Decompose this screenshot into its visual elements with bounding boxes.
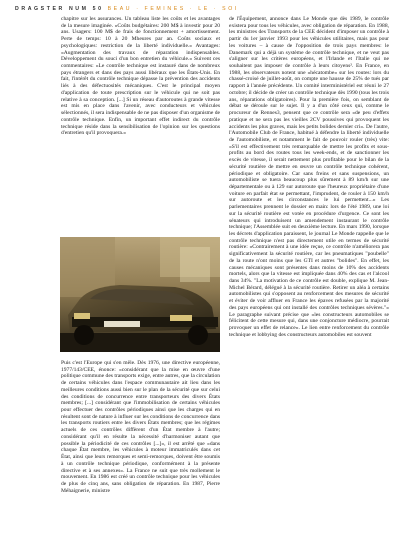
right-paragraph: de l'Équipement, annonce dans Le Monde que dès 1989, le contrôle existera pour tous les véhicules, avec obligation de réparation. En 1988, les ministres des Transports de la CEE décident d'imposer un contrôle à partir du 1er janvier 1993 pour les véhicules utilitaires, mais pas pour les voitures – à cause de l'opposition de trois pays membres: le Danemark qui a déjà un système de contrôle technique, et ne veut pas s'aligner sur les critères européens, et l'Irlande et l'Italie qui ne souhaitent pas imposer de contrôle à leurs citoyens². En France, en 1988, les observateurs notent une «hécatombe» sur les routes: lors du chassé-croisé de juillet-août, on compte une hausse de 25% de tués par rapport à l'année précédente. Un comité interministériel est réuni le 27 octobre; il décide de créer un contrôle technique dès 1990 (tous les trois ans, réparations obligatoires). Pour la première fois, on semblant de débat se déroule sur le sujet. Il y a d'un côté ceux qui, comme le procureur de Rennes3, pensent que ce contrôle sera «de peu d'effets pratique et ne sera pas les vieilles 2CV poussives qui provoquent les accidents les plus graves, mais les petits bolides dernier cri». De l'autre, l'Automobile Club de France, habitué à défendre la liberté individuelle de l'automobiliste, et notamment le fait de pouvoir rouler (très) vite: «S'il est effectivement très remarquable de mettre les profits et sous-profits au bord des routes tous les week-ends, et de sanctionner les excès de vitesse, il serait nettement plus profitable pour le bilan de la sécurité routière de mettre en œuvre un contrôle technique cohérent, périodique et obligatoire. Car sans freins et sans suspensions, un automobiliste se tuera beaucoup plus sûrement à 89 km/h sur une départementale ou à 129 sur autoroute que l'heureux propriétaire d'une voiture en parfait état se permettant, l'imprudent, de rouler à 150 km/h sur autoroute et les circonstances le lui permettent...» Les parlementaires prennent le dossier en main: lors de l'été 1989, une loi sur la sécurité routière est votée en procédure d'urgence. Ce sont les sénateurs qui introduisent un amendement instaurant le contrôle technique; l'Assemblée suit en deuxième lecture. En mars 1990, lorsque les décrets d'application paraissent, le journal Le Monde rappelle que le contrôle technique n'est pas directement utile en termes de sécurité routière: «Contrairement à une idée reçue, ce contrôle n'améliorera pas significativement la sécurité routière, car les pneumatiques "poubelle" de la route n'ont moins que les GTI et autres "bolides". En effet, les causes mécaniques sont présentes dans moins de 10% des accidents mortels, alors que la vitesse est impliquée dans 40% des cas et l'alcool dans 34%. "La motivation de ce contrôle est double, explique M. Jean-Michel Bérard, délégué à la sécurité routière. Retirer un aléa à certains automobilistes qui s'opposent au renforcement des mesures de sécurité et éviter de voir affluer en France les épaves refusées par la majorité des pays européens qui ont installé des contrôles techniques sévères."» Le paragraphe suivant précise que «les constructeurs automobiles se félicitent de cette mesure qui, dans une conjoncture médiocre, pourrait provoquer un effet de relance». Le lien entre renforcement du contrôle technique et lobbying des constructeurs automobiles est souvent [229,16,389,338]
left-column-top [61,16,220,137]
right-column [229,16,389,339]
section-label: BEAU · FEMINES · LE · SOI [107,6,239,12]
left-column-bottom [61,360,220,494]
car-photo [60,237,220,352]
left-bottom-paragraph: Puis c'est l'Europe qui s'en mêle. Dès 1976, une directive européenne, 1977/143/CEE, énonce: «considérant que la mise en œuvre d'une politique commune des transports exige, entre autres, que la circulation de certains véhicules dans l'espace communautaire ait lieu dans les meilleures conditions aussi bien sur le plan de la sécurité que sur celui des conditions de concurrence entre transporteurs des divers États membres; [...] considérant que l'immobilisation de certains véhicules pour effectuer des contrôles périodiques ainsi que les charges qui en résultent sont de nature à influer sur les conditions de concurrence dans les transports routiers entre les divers États membres; que les régimes actuels de ces contrôles diffèrent d'un État membre à l'autre; considérant qu'il en résulte la nécessité d'harmoniser autant que possible la périodicité de ces contrôles [...]», il est arrêté que «dans chaque État membre, les véhicules à moteur immatriculés dans cet État, ainsi que leurs remorques et semi-remorques, doivent être soumis à un contrôle technique périodique, conformément à la présente directive et à ses annexes». La France ne suit que très mollement le mouvement. En 1986 est créé un contrôle technique pour les véhicules de plus de cinq ans, sans obligation de réparation. En 1987, Pierre Méhaignerie, ministre [61,360,220,494]
issue-label: DRAGSTER NUM 50 [15,6,104,12]
left-top-paragraph: chapitre sur les assurances. Un tableau liste les coûts et les avantages de la mesure imaginée. «Coûts budgétaires: 200 M$ à investir pour 20 ans. Usagers: 100 M$ de frais de fonctionnement + amortissement. Perte de temps: 10 à 20 Mheures par an. Coûts sociaux et psychologiques: restriction de la liberté individuelle.» Avantages: «Augmentation des travaux de réparation indispensables. Développement du souci d'un bon entretien du véhicule.» Suivent ces commentaires: «Le contrôle technique est instauré dans de nombreux pays étrangers et dans des pays aussi libéraux que les États-Unis. En fait, l'intérêt du contrôle technique dépasse la prévention des accidents liés à des défectuosités mécaniques. C'est le principal moyen d'application de toute prescription sur le véhicule qui ne soit pas relative à sa conception. [...] Si un réseau d'autoroutes à grande vitesse est mis en place dans l'avenir, avec conducteurs et véhicules sélectionnés, il sera indispensable de ne pas disposer d'un organisme de contrôle technique. Enfin, un important effet indirect du contrôle technique réside dans la sensibilisation de l'opinion sur les questions d'entretien qu'il provoquera.» [61,16,220,137]
